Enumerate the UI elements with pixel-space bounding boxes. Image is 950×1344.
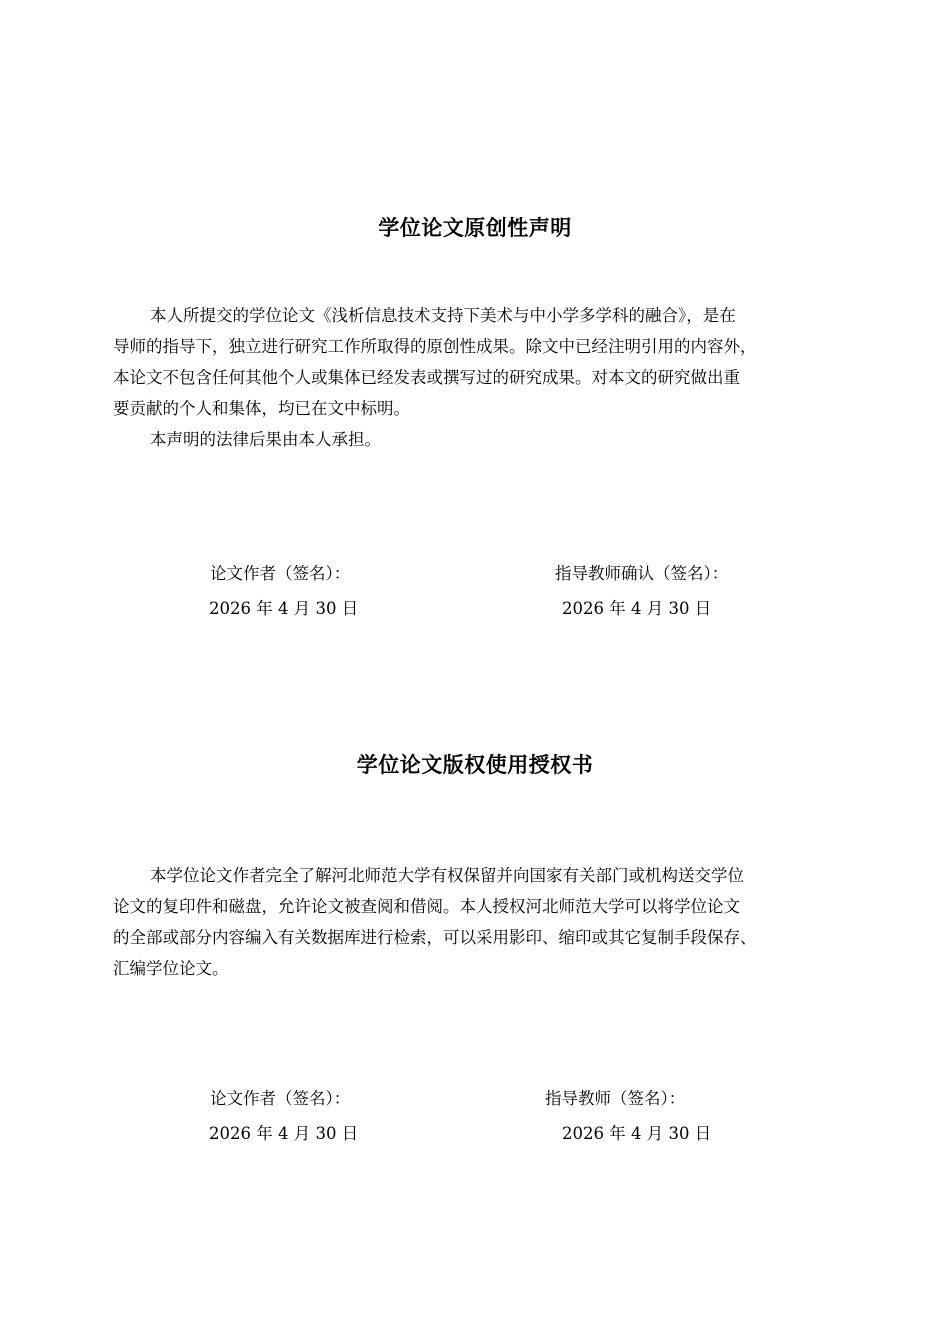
- copyright-advisor-signature-label: 指导教师（签名）：: [545, 1089, 686, 1108]
- copyright-line-2: 论文的复印件和磁盘，允许论文被查阅和借阅。本人授权河北师范大学可以将学位论文: [113, 897, 740, 916]
- originality-line-4: 要贡献的个人和集体，均已在文中标明。: [113, 399, 410, 418]
- copyright-advisor-date: 2026 年 4 月 30 日: [562, 1124, 712, 1143]
- originality-advisor-date: 2026 年 4 月 30 日: [562, 599, 712, 618]
- copyright-line-3: 的全部或部分内容编入有关数据库进行检索，可以采用影印、缩印或其它复制手段保存、: [113, 928, 757, 947]
- copyright-author-signature-label: 论文作者（签名）：: [210, 1089, 351, 1108]
- copyright-line-4: 汇编学位论文。: [113, 959, 229, 978]
- originality-statement: [113, 300, 873, 455]
- copyright-title: 学位论文版权使用授权书: [356, 753, 594, 777]
- originality-line-1: 本人所提交的学位论文《浅析信息技术支持下美术与中小学多学科的融合》，是在: [150, 306, 736, 325]
- originality-title: 学位论文原创性声明: [378, 216, 572, 240]
- originality-author-signature-label: 论文作者（签名）：: [210, 564, 351, 583]
- originality-legal-line: 本声明的法律后果由本人承担。: [150, 430, 381, 449]
- copyright-line-1: 本学位论文作者完全了解河北师范大学有权保留并向国家有关部门或机构送交学位: [150, 866, 744, 885]
- originality-line-3: 本论文不包含任何其他个人或集体已经发表或撰写过的研究成果。对本文的研究做出重: [113, 368, 740, 387]
- copyright-author-date: 2026 年 4 月 30 日: [209, 1124, 359, 1143]
- originality-line-2: 导师的指导下，独立进行研究工作所取得的原创性成果。除文中已经注明引用的内容外，: [113, 337, 757, 356]
- originality-author-date: 2026 年 4 月 30 日: [209, 599, 359, 618]
- copyright-statement: [113, 860, 873, 984]
- originality-advisor-signature-label: 指导教师确认（签名）：: [555, 564, 729, 583]
